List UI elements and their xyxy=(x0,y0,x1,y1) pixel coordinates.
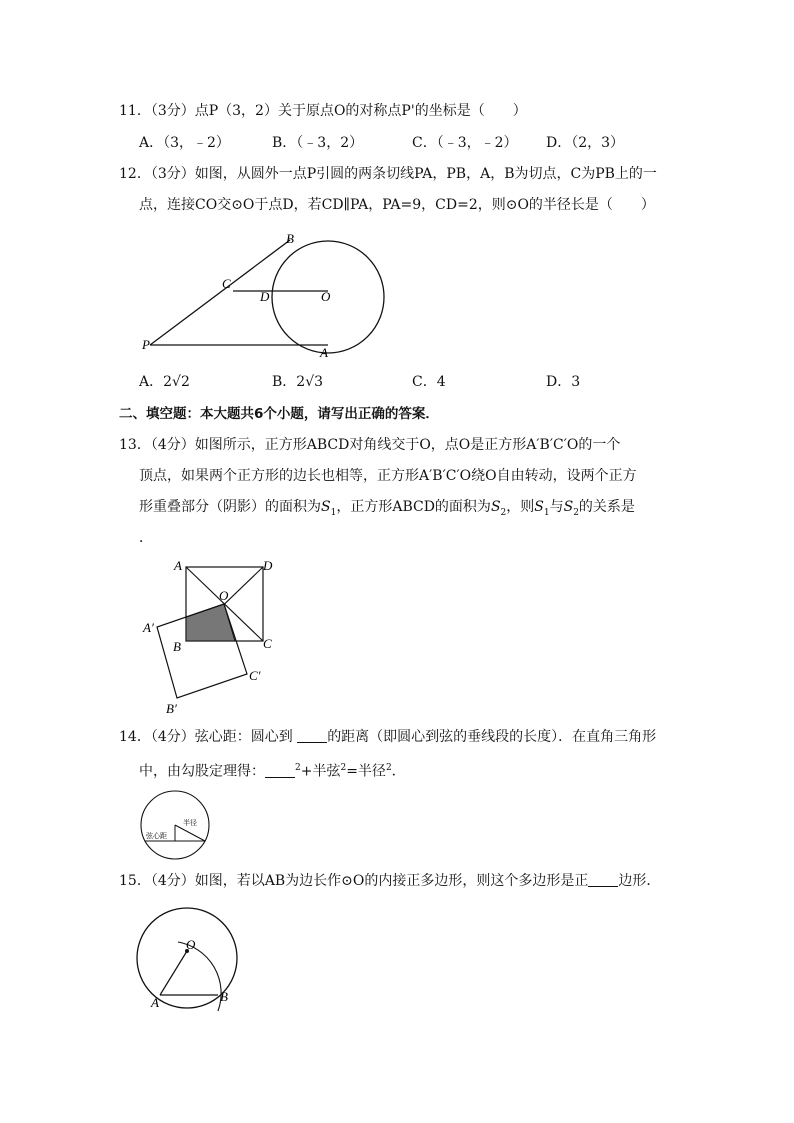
q13-s2: S xyxy=(490,499,501,515)
q15-blank xyxy=(588,872,618,887)
q12-label-a: A xyxy=(320,345,328,360)
q14-line1-prefix: 14．（4分）弦心距：圆心到 xyxy=(119,729,293,745)
q11-option-a: A．（3，﹣2） xyxy=(139,135,230,151)
q14-blank-1 xyxy=(297,728,327,743)
q12-label-d: D xyxy=(260,289,270,304)
q14-line2-mid: +半弦 xyxy=(300,763,341,780)
q14-sup-1: 2 xyxy=(295,763,301,773)
q11-option-d: D．（2，3） xyxy=(546,135,625,151)
section2-heading: 二、填空题：本大题共6个小题，请写出正确的答案． xyxy=(119,406,439,422)
q12-option-a: A．2√2 xyxy=(139,374,190,390)
q13-line2: 顶点，如果两个正方形的边长也相等，正方形A′B′C′O绕O自由转动，设两个正方 xyxy=(139,468,637,484)
q15-stem-prefix: 15．（4分）如图，若以AB为边长作⊙O的内接正多边形，则这个多边形是正 xyxy=(119,873,589,889)
q13-line3-suffix: 的关系是 xyxy=(578,499,635,515)
q12-label-o: O xyxy=(321,289,331,304)
q13-s2b: S xyxy=(563,499,574,515)
q13-label-b-prime: B′ xyxy=(166,701,177,716)
q14-line2-suffix: ． xyxy=(391,763,406,780)
q15-line-ao xyxy=(160,951,187,995)
q12-label-c: C xyxy=(222,276,231,291)
q13-s1-sub: 1 xyxy=(330,507,337,518)
q13-line3-mid3: 与 xyxy=(549,499,564,515)
q13-label-a: A xyxy=(174,558,182,573)
q14-figure xyxy=(137,789,217,861)
q13-line3-mid2: ，则 xyxy=(506,499,535,515)
q13-figure xyxy=(135,555,285,720)
q13-line1: 13．（4分）如图所示，正方形ABCD对角线交于O，点O是正方形A′B′C′O的一个 xyxy=(119,437,621,453)
q12-stem-line1: 12．（3分）如图，从圆外一点P引圆的两条切线PA，PB，A，B为切点，C为PB上的一 xyxy=(119,166,657,182)
q12-stem-line2: 点，连接CO交⊙O于点D，若CD∥PA，PA=9，CD=2，则⊙O的半径长是（ ） xyxy=(139,197,655,213)
q14-line1 xyxy=(119,727,656,747)
q15-figure xyxy=(130,905,255,1020)
q15-stem-suffix: 边形． xyxy=(618,873,661,889)
q11-option-c: C．（﹣3，﹣2） xyxy=(412,135,518,151)
q14-sup-2: 2 xyxy=(340,763,347,773)
q13-label-b: B xyxy=(173,639,181,654)
q14-line1-suffix: 的距离（即圆心到弦的垂线段的长度）．在直角三角形 xyxy=(327,729,657,745)
q14-sup-3: 2 xyxy=(385,763,392,773)
q13-line3 xyxy=(139,497,635,523)
q13-s1b: S xyxy=(534,499,544,515)
q13-label-a-prime: A′ xyxy=(143,620,154,635)
q13-line4: ． xyxy=(139,530,153,546)
q13-line3-prefix: 形重叠部分（阴影）的面积为 xyxy=(139,499,321,515)
q13-label-c-prime: C′ xyxy=(249,668,261,683)
q14-radius-line xyxy=(175,825,205,841)
q12-label-p: P xyxy=(142,337,150,352)
q15-label-b: B xyxy=(220,989,228,1004)
q15-stem xyxy=(119,871,660,891)
q13-label-d: D xyxy=(263,558,273,573)
q13-s2b-sub: 2 xyxy=(573,507,579,518)
q14-line2-mid2: =半径 xyxy=(346,763,386,780)
q14-line2 xyxy=(139,758,406,782)
q13-shaded-region xyxy=(186,604,235,641)
q13-label-o: O xyxy=(219,588,229,603)
q14-label-distance: 弦心距 xyxy=(146,832,167,840)
q13-s1: S xyxy=(321,499,331,515)
q14-line2-prefix: 中，由勾股定理得： xyxy=(139,763,265,780)
q13-s1b-sub: 1 xyxy=(543,507,550,518)
q14-label-radius: 半径 xyxy=(183,819,197,827)
q15-label-o: O xyxy=(186,937,196,952)
q12-option-d: D．3 xyxy=(546,374,581,390)
q13-s2-sub: 2 xyxy=(500,507,507,518)
q11-stem: 11．（3分）点P（3，2）关于原点O的对称点P'的坐标是（ ） xyxy=(119,103,527,119)
q12-label-b: B xyxy=(286,231,294,246)
q15-arc xyxy=(178,942,221,1011)
q12-figure xyxy=(130,225,400,365)
q15-label-a: A xyxy=(151,995,159,1010)
q12-option-b: B．2√3 xyxy=(272,374,324,390)
q11-option-b: B．（﹣3，2） xyxy=(272,135,364,151)
q13-line3-mid: ，正方形ABCD的面积为 xyxy=(336,499,491,515)
q13-label-c: C xyxy=(263,636,272,651)
q12-option-c: C．4 xyxy=(412,374,446,390)
q14-blank-2 xyxy=(265,763,295,778)
